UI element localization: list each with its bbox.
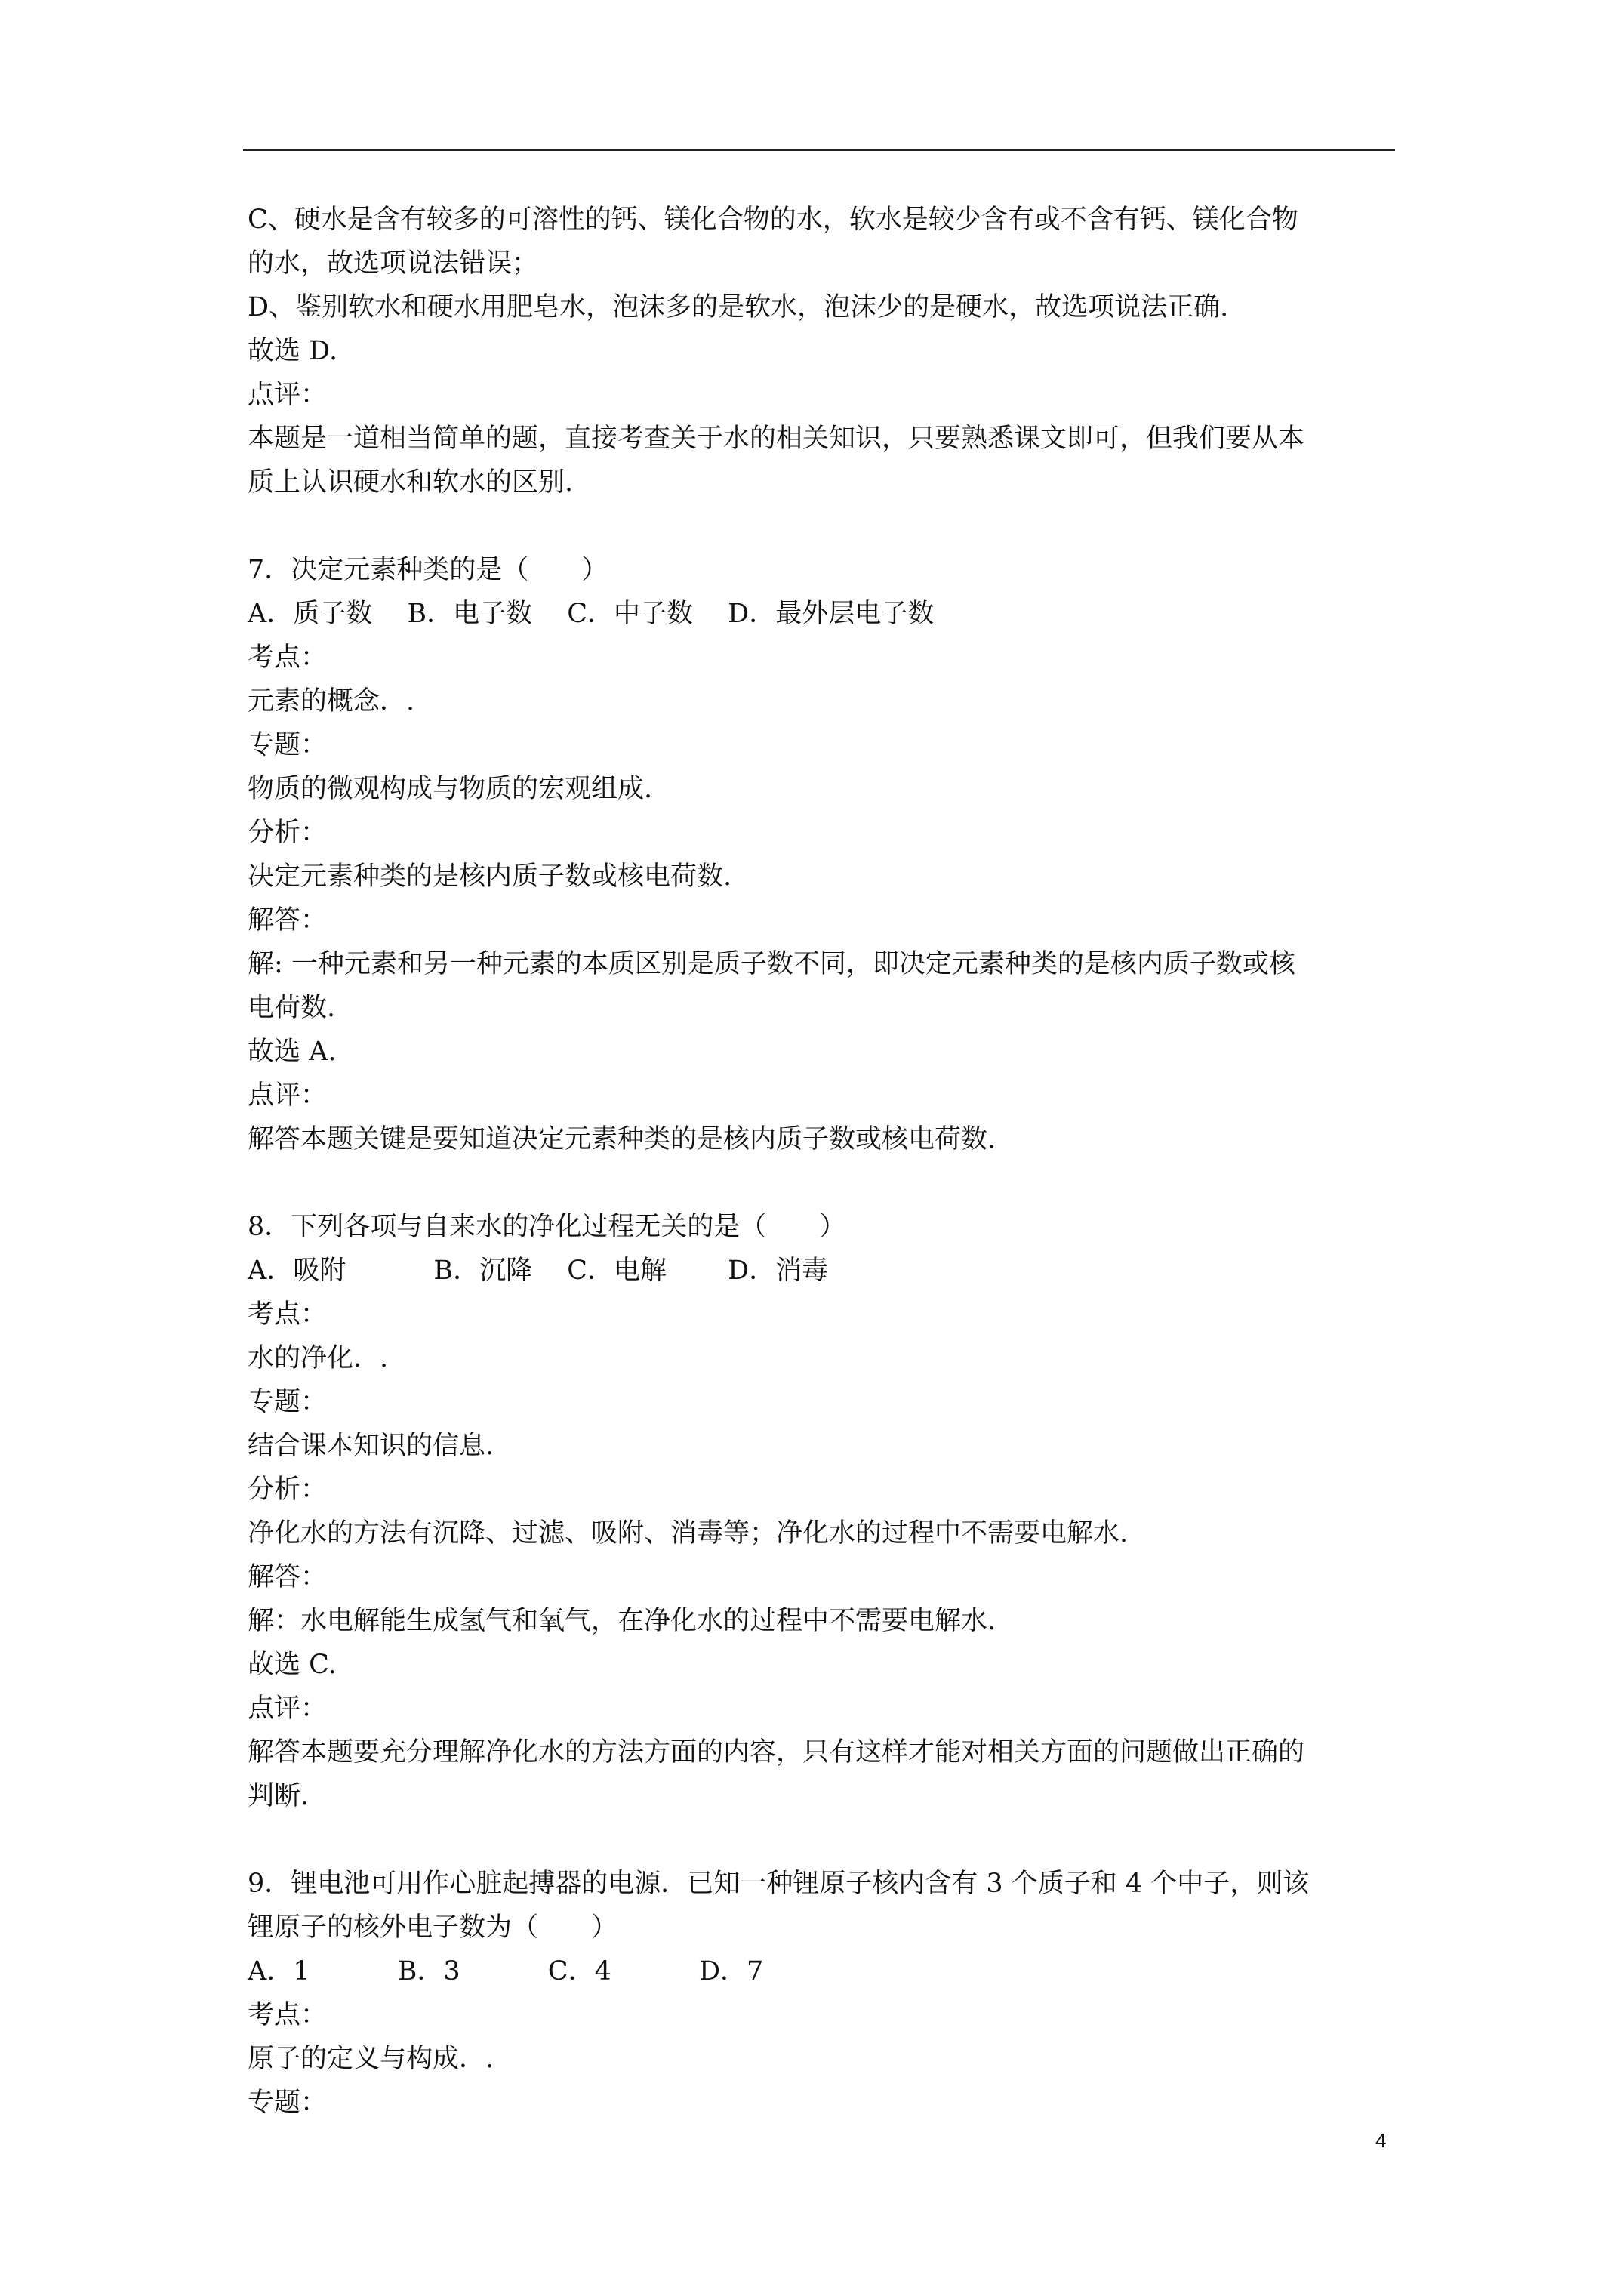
prev-option-c-line1: C、硬水是含有较多的可溶性的钙、镁化合物的水，软水是较少含有或不含有钙、镁化合物 [248, 205, 1298, 235]
q7-stem: 7．决定元素种类的是（ ） [248, 555, 608, 585]
q8-zhuanti: 结合课本知识的信息. [248, 1431, 494, 1461]
q7-fenxi: 决定元素种类的是核内质子数或核电荷数. [248, 861, 732, 892]
q8-jieda-label: 解答： [248, 1562, 328, 1592]
q7-jieda-line2: 电荷数. [248, 993, 336, 1023]
q7-kaodian: 元素的概念．. [248, 686, 415, 717]
q8-fenxi-label: 分析： [248, 1475, 328, 1505]
q8-stem: 8．下列各项与自来水的净化过程无关的是（ ） [248, 1212, 846, 1242]
q9-stem-line1: 9．锂电池可用作心脏起搏器的电源．已知一种锂原子核内含有 3 个质子和 4 个中子，则该 [248, 1869, 1310, 1899]
prev-option-d: D、鉴别软水和硬水用肥皂水，泡沫多的是软水，泡沫少的是硬水，故选项说法正确. [248, 292, 1229, 322]
q8-fenxi: 净化水的方法有沉降、过滤、吸附、消毒等；净化水的过程中不需要电解水. [248, 1518, 1129, 1549]
q7-jieda-line1: 解: 一种元素和另一种元素的本质区别是质子数不同，即决定元素种类的是核内质子数或核 [248, 949, 1295, 979]
spacer [248, 504, 1392, 548]
q9-stem-line2: 锂原子的核外电子数为（ ） [248, 1912, 618, 1943]
q7-answer: 故选 A. [248, 1037, 337, 1067]
q8-answer: 故选 C. [248, 1650, 337, 1680]
q7-zhuanti: 物质的微观构成与物质的宏观组成. [248, 774, 653, 804]
q7-options: A．质子数 B．电子数 C．中子数 D．最外层电子数 [248, 599, 935, 629]
page-number: 4 [1375, 2129, 1387, 2152]
q9-kaodian: 原子的定义与构成．. [248, 2044, 494, 2074]
q8-zhuanti-label: 专题： [248, 1387, 328, 1417]
prev-answer: 故选 D. [248, 336, 338, 366]
header-rule [243, 149, 1395, 151]
prev-review-label: 点评： [248, 380, 328, 410]
q8-jieda: 解：水电解能生成氢气和氧气，在净化水的过程中不需要电解水. [248, 1606, 996, 1636]
q8-review-label: 点评： [248, 1693, 328, 1724]
q9-zhuanti-label: 专题： [248, 2088, 328, 2118]
prev-option-c-line2: 的水，故选项说法错误； [248, 248, 539, 279]
q7-review: 解答本题关键是要知道决定元素种类的是核内质子数或核电荷数. [248, 1124, 996, 1154]
prev-review-line2: 质上认识硬水和软水的区别. [248, 467, 574, 498]
q8-kaodian-label: 考点： [248, 1299, 328, 1330]
q7-fenxi-label: 分析： [248, 818, 328, 848]
q9-kaodian-label: 考点： [248, 2000, 328, 2030]
q7-jieda-label: 解答： [248, 905, 328, 935]
q8-review-line2: 判断. [248, 1781, 310, 1811]
document-body [248, 198, 1392, 2125]
q7-review-label: 点评： [248, 1080, 328, 1111]
spacer [248, 1818, 1392, 1862]
prev-review-line1: 本题是一道相当简单的题，直接考查关于水的相关知识，只要熟悉课文即可，但我们要从本 [248, 424, 1305, 454]
q8-options: A．吸附 B．沉降 C．电解 D．消毒 [248, 1256, 829, 1286]
q7-zhuanti-label: 专题： [248, 730, 328, 760]
q8-kaodian: 水的净化．. [248, 1343, 389, 1373]
spacer [248, 1161, 1392, 1205]
q9-options: A．1 B．3 C．4 D．7 [248, 1956, 764, 1986]
q8-review-line1: 解答本题要充分理解净化水的方法方面的内容，只有这样才能对相关方面的问题做出正确的 [248, 1737, 1305, 1767]
q7-kaodian-label: 考点： [248, 643, 328, 673]
